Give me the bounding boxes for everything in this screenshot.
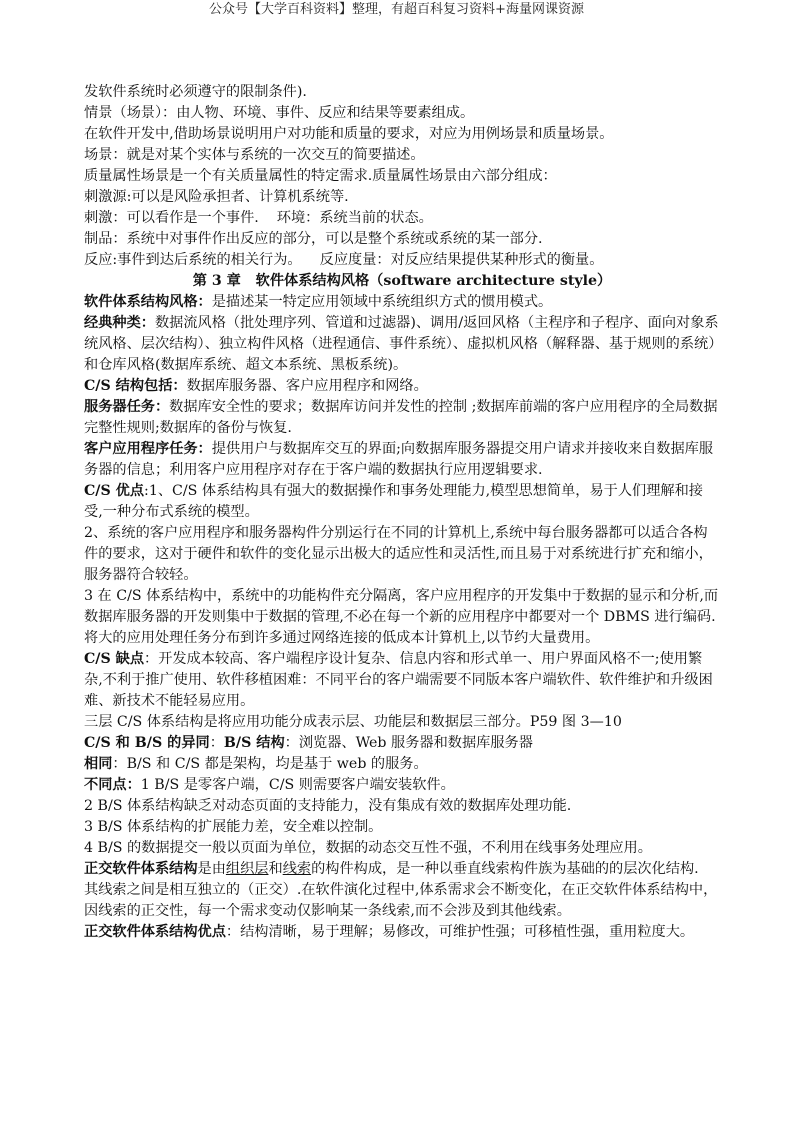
definition: ：结构清晰，易于理解；易修改，可维护性强；可移植性强，重用粒度大。: [225, 924, 695, 940]
text-line: 场景：就是对某个实体与系统的一次交互的简要描述。: [84, 147, 425, 163]
text-line: 在软件开发中,借助场景说明用户对功能和质量的要求，对应为用例场景和质量场景。: [84, 126, 614, 142]
definition: 是描述某一特定应用领域中系统组织方式的惯用模式。: [211, 294, 553, 310]
paragraph: [84, 439, 720, 481]
paragraph: [84, 754, 720, 775]
text-span: 的构件构成，是一种以垂直线索构件族为基础的的层次化结构.: [311, 861, 699, 877]
definition: ：开发成本较高、客户端程序设计复杂、信息内容和形式单一、用户界面风格不一;使用繁杂,不利于推广使用、软件移植困难：不同平台的客户端需要不同版本客户端软件、软件维护和升级困难、新技术不能轻易应用。: [84, 651, 713, 709]
text-line: 制品：系统中对事件作出反应的部分，可以是整个系统或系统的某一部分.: [84, 231, 543, 247]
text-span: 和: [268, 861, 283, 877]
definition: ：B/S 和 C/S 都是架构，均是基于 web 的服务。: [112, 756, 428, 772]
definition: 数据库服务器、客户应用程序和网络。: [186, 378, 428, 394]
paragraph: 3 在 C/S 体系结构中，系统中的功能构件充分隔离，客户应用程序的开发集中于数据的显示和分析,而数据库服务器的开发则集中于数据的管理,不必在每一个新的应用程序中都要对一个 DBMS 进行编码.将大的应用处理任务分布到许多通过网络连接的低成本计算机上,以节约大量费用。: [84, 588, 719, 646]
paragraph: 三层 C/S 体系结构是将应用功能分成表示层、功能层和数据层三部分。P59 图 3—10: [84, 714, 622, 730]
paragraph: 其线索之间是相互独立的（正交）.在软件演化过程中,体系需求会不断变化，在正交软件体系结构中，因线索的正交性，每一个需求变动仅影响某一条线索,而不会涉及到其他线索。: [84, 882, 718, 919]
paragraph: 4 B/S 的数据提交一般以页面为单位，数据的动态交互性不强，不利用在线事务处理应用。: [84, 840, 652, 856]
paragraph: [84, 481, 720, 523]
text-span: 是由: [197, 861, 226, 877]
paragraph: [84, 859, 720, 880]
term: 经典种类：: [84, 315, 155, 331]
term: 正交软件体系结构: [84, 861, 198, 877]
page-header: 公众号【大学百科资料】整理，有超百科复习资料+海量网课资源: [209, 2, 584, 17]
document-body: [84, 82, 720, 943]
term: 相同: [84, 756, 113, 772]
paragraph: [84, 376, 720, 397]
definition: 提供用户与数据库交互的界面;向数据库服务器提交用户请求并接收来自数据库服务器的信息；利用客户应用程序对存在于客户端的数据执行应用逻辑要求.: [84, 441, 714, 478]
underlined-term: 组织层: [225, 861, 269, 877]
paragraph: [84, 397, 720, 439]
chapter-heading: 第 3 章 软件体系结构风格（software architecture style）: [192, 273, 612, 289]
paragraph: [84, 922, 720, 943]
separator: ：: [209, 735, 224, 751]
text-line: 刺激：可以看作是一个事件. 环境：系统当前的状态。: [84, 210, 433, 226]
definition: 数据库安全性的要求；数据库访问并发性的控制 ;数据库前端的客户应用程序的全局数据完整性规则;数据库的备份与恢复.: [84, 399, 718, 436]
term: 不同点：: [84, 777, 141, 793]
term: C/S 缺点: [84, 651, 145, 667]
definition: ：浏览器、Web 服务器和数据库服务器: [284, 735, 533, 751]
term: 软件体系结构风格：: [84, 294, 212, 310]
text-line: 反应:事件到达后系统的相关行为。 反应度量：对反应结果提供某种形式的衡量。: [84, 252, 604, 268]
paragraph: [84, 649, 720, 712]
definition: 数据流风格（批处理序列、管道和过滤器)、调用/返回风格（主程序和子程序、面向对象系统风格、层次结构）、独立构件风格（进程通信、事件系统）、虚拟机风格（解释器、基于规则的系统）和仓库风格(数据库系统、超文本系统、黑板系统)。: [84, 315, 719, 373]
text-line: 发软件系统时必须遵守的限制条件).: [84, 84, 307, 100]
term: C/S 和 B/S 的异同: [84, 735, 210, 751]
term: C/S 优点: [84, 483, 145, 499]
text-line: 刺激源:可以是风险承担者、计算机系统等.: [84, 189, 349, 205]
term: C/S 结构包括：: [84, 378, 187, 394]
term: 客户应用程序任务：: [84, 441, 212, 457]
paragraph: 2、系统的客户应用程序和服务器构件分别运行在不同的计算机上,系统中每台服务器都可以适合各构件的要求，这对于硬件和软件的变化显示出极大的适应性和灵活性,而且易于对系统进行扩充和缩小，服务器符合较轻。: [84, 525, 713, 583]
paragraph: 2 B/S 体系结构缺乏对动态页面的支持能力，没有集成有效的数据库处理功能.: [84, 798, 572, 814]
definition: 1 B/S 是零客户端，C/S 则需要客户端安装软件。: [140, 777, 455, 793]
term: 正交软件体系结构优点: [84, 924, 226, 940]
paragraph: [84, 775, 720, 796]
term: B/S 结构: [223, 735, 285, 751]
underlined-term: 线索: [282, 861, 312, 877]
paragraph: [84, 313, 720, 376]
paragraph: 3 B/S 体系结构的扩展能力差，安全难以控制。: [84, 819, 383, 835]
term: 服务器任务：: [84, 399, 170, 415]
paragraph: [84, 733, 720, 754]
text-line: 情景（场景）：由人物、环境、事件、反应和结果等要素组成。: [84, 105, 475, 121]
text-line: 质量属性场景是一个有关质量属性的特定需求.质量属性场景由六部分组成：: [84, 168, 557, 184]
definition: :1、C/S 体系结构具有强大的数据操作和事务处理能力,模型思想简单，易于人们理解和接受,一种分布式系统的模型。: [84, 483, 703, 520]
paragraph: [84, 292, 720, 313]
